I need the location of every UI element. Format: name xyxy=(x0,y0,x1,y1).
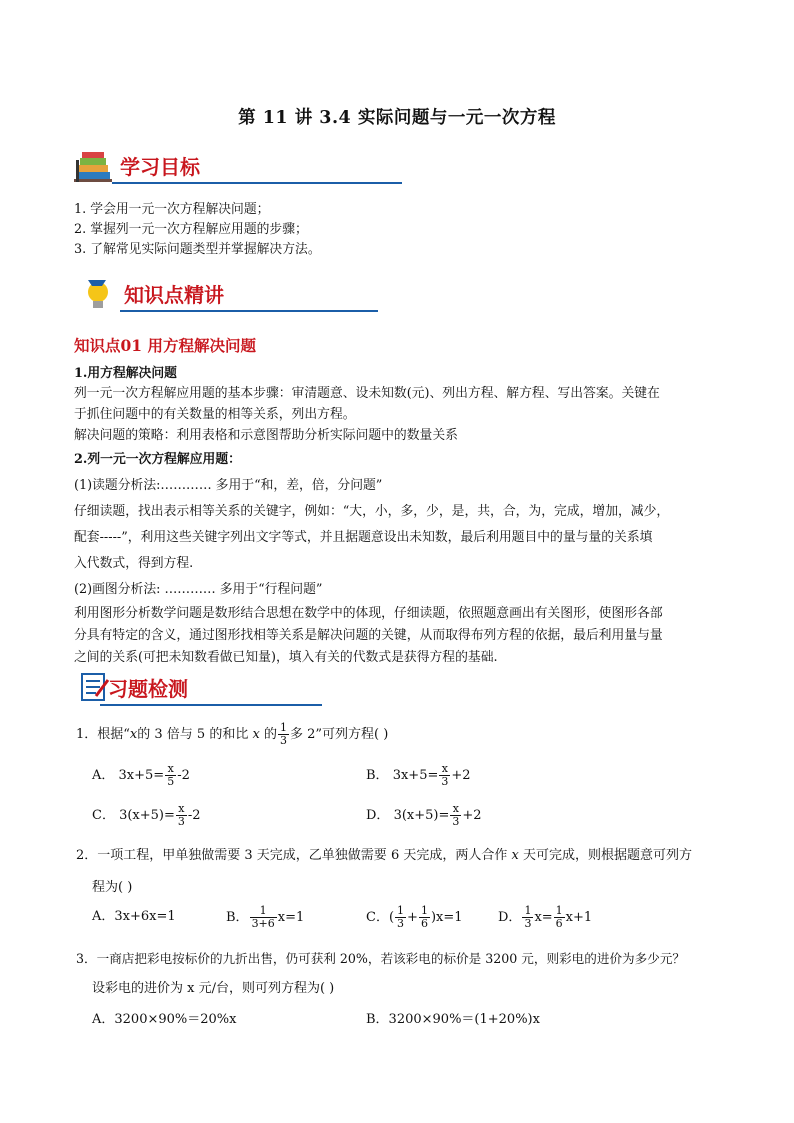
method2-line: 分具有特定的含义，通过图形找相等关系是解决问题的关键，从而取得布列方程的依据，最后利用量与量 xyxy=(74,628,663,643)
exam-icon xyxy=(76,670,112,704)
question-1-stem: 1．根据“x的 3 倍与 5 的和比 x 的 $\frac{1}{3}$ 多 2”可列方程( ) xyxy=(76,721,389,747)
question-3-option-b[interactable]: B．3200×90%＝(1+20%)x xyxy=(366,1012,540,1027)
method2-line: 利用图形分析数学问题是数形结合思想在数学中的体现，仔细读题，依照题意画出有关图形，使图形各部 xyxy=(74,606,663,621)
question-2-option-d[interactable]: D． $\frac{1}{3}$ x= $\frac{1}{6}$ x+1 xyxy=(498,904,593,930)
question-2-option-c[interactable]: C．( $\frac{1}{3}$ + $\frac{1}{6}$ )x=1 xyxy=(366,904,463,930)
kp1-sub1-line: 列一元一次方程解应用题的基本步骤：审清题意、设未知数(元)、列出方程、解方程、写出答案。关键在 xyxy=(74,386,660,401)
lightbulb-icon xyxy=(80,276,120,314)
method2-title: (2)画图分析法: ………… 多用于“行程问题” xyxy=(74,582,323,597)
question-2-stem: 2．一项工程，甲单独做需要 3 天完成，乙单独做需要 6 天完成，两人合作 x 天可完成，则根据题意可列方 xyxy=(76,848,692,863)
method1-line: 配套-----”，利用这些关键字列出文字等式，并且据题意设出未知数，最后利用题目中的量与量的关系填 xyxy=(74,530,653,545)
method2-line: 之间的关系(可把未知数看做已知量)，填入有关的代数式是获得方程的基础. xyxy=(74,650,498,665)
question-3-stem-line2: 设彩电的进价为 x 元/台，则可列方程为( ) xyxy=(92,981,335,996)
section-header-exercise xyxy=(76,670,322,706)
section-title-goals: 学习目标 xyxy=(120,155,200,179)
kp1-sub1: 1.用方程解决问题 xyxy=(74,366,177,381)
question-2-option-b[interactable]: B． $\frac{1}{3+6}$ x=1 xyxy=(226,904,305,930)
question-2-stem-line2: 程为( ) xyxy=(92,880,133,895)
method1-line: 入代数式，得到方程. xyxy=(74,556,194,571)
fraction: $\frac{1}{3}$ xyxy=(279,721,287,747)
question-2-option-a[interactable]: A．3x+6x=1 xyxy=(92,909,176,924)
goal-item: 1. 学会用一元一次方程解决问题； xyxy=(74,202,270,217)
method1-title: (1)读题分析法:………… 多用于“和，差，倍，分问题” xyxy=(74,478,383,493)
section-title-exercise: 习题检测 xyxy=(108,677,188,701)
question-1-option-d[interactable]: D． 3(x+5)= $\frac{x}{3}$ +2 xyxy=(366,802,482,828)
question-1-option-b[interactable]: B． 3x+5= $\frac{x}{3}$ +2 xyxy=(366,762,471,788)
question-1-option-c[interactable]: C． 3(x+5)= $\frac{x}{3}$ -2 xyxy=(92,802,201,828)
question-3-option-a[interactable]: A．3200×90%＝20%x xyxy=(92,1012,237,1027)
method1-line: 仔细读题，找出表示相等关系的关键字，例如：“大，小，多，少，是，共，合，为，完成，增加，减少， xyxy=(74,504,670,519)
goal-item: 2. 掌握列一元一次方程解应用题的步骤； xyxy=(74,222,308,237)
section-header-goals xyxy=(72,148,402,184)
kp1-sub1-line: 解决问题的策略：利用表格和示意图帮助分析实际问题中的数量关系 xyxy=(74,428,458,443)
question-1-option-a[interactable]: A． 3x+5= $\frac{x}{5}$ -2 xyxy=(92,762,190,788)
goal-item: 3. 了解常见实际问题类型并掌握解决方法。 xyxy=(74,242,321,257)
page-title: 第 11 讲 3.4 实际问题与一元一次方程 xyxy=(238,108,556,128)
kp1-sub1-line: 于抓住问题中的有关数量的相等关系，列出方程。 xyxy=(74,407,356,422)
books-icon xyxy=(72,148,116,186)
kp1-title: 知识点01 用方程解决问题 xyxy=(74,336,256,355)
section-title-knowledge: 知识点精讲 xyxy=(124,283,224,307)
kp1-sub2: 2.列一元一次方程解应用题： xyxy=(74,452,241,467)
question-3-stem: 3．一商店把彩电按标价的九折出售，仍可获利 20%，若该彩电的标价是 3200 元，则彩电的进价为多少元？ xyxy=(76,951,686,966)
section-header-knowledge xyxy=(80,276,380,312)
